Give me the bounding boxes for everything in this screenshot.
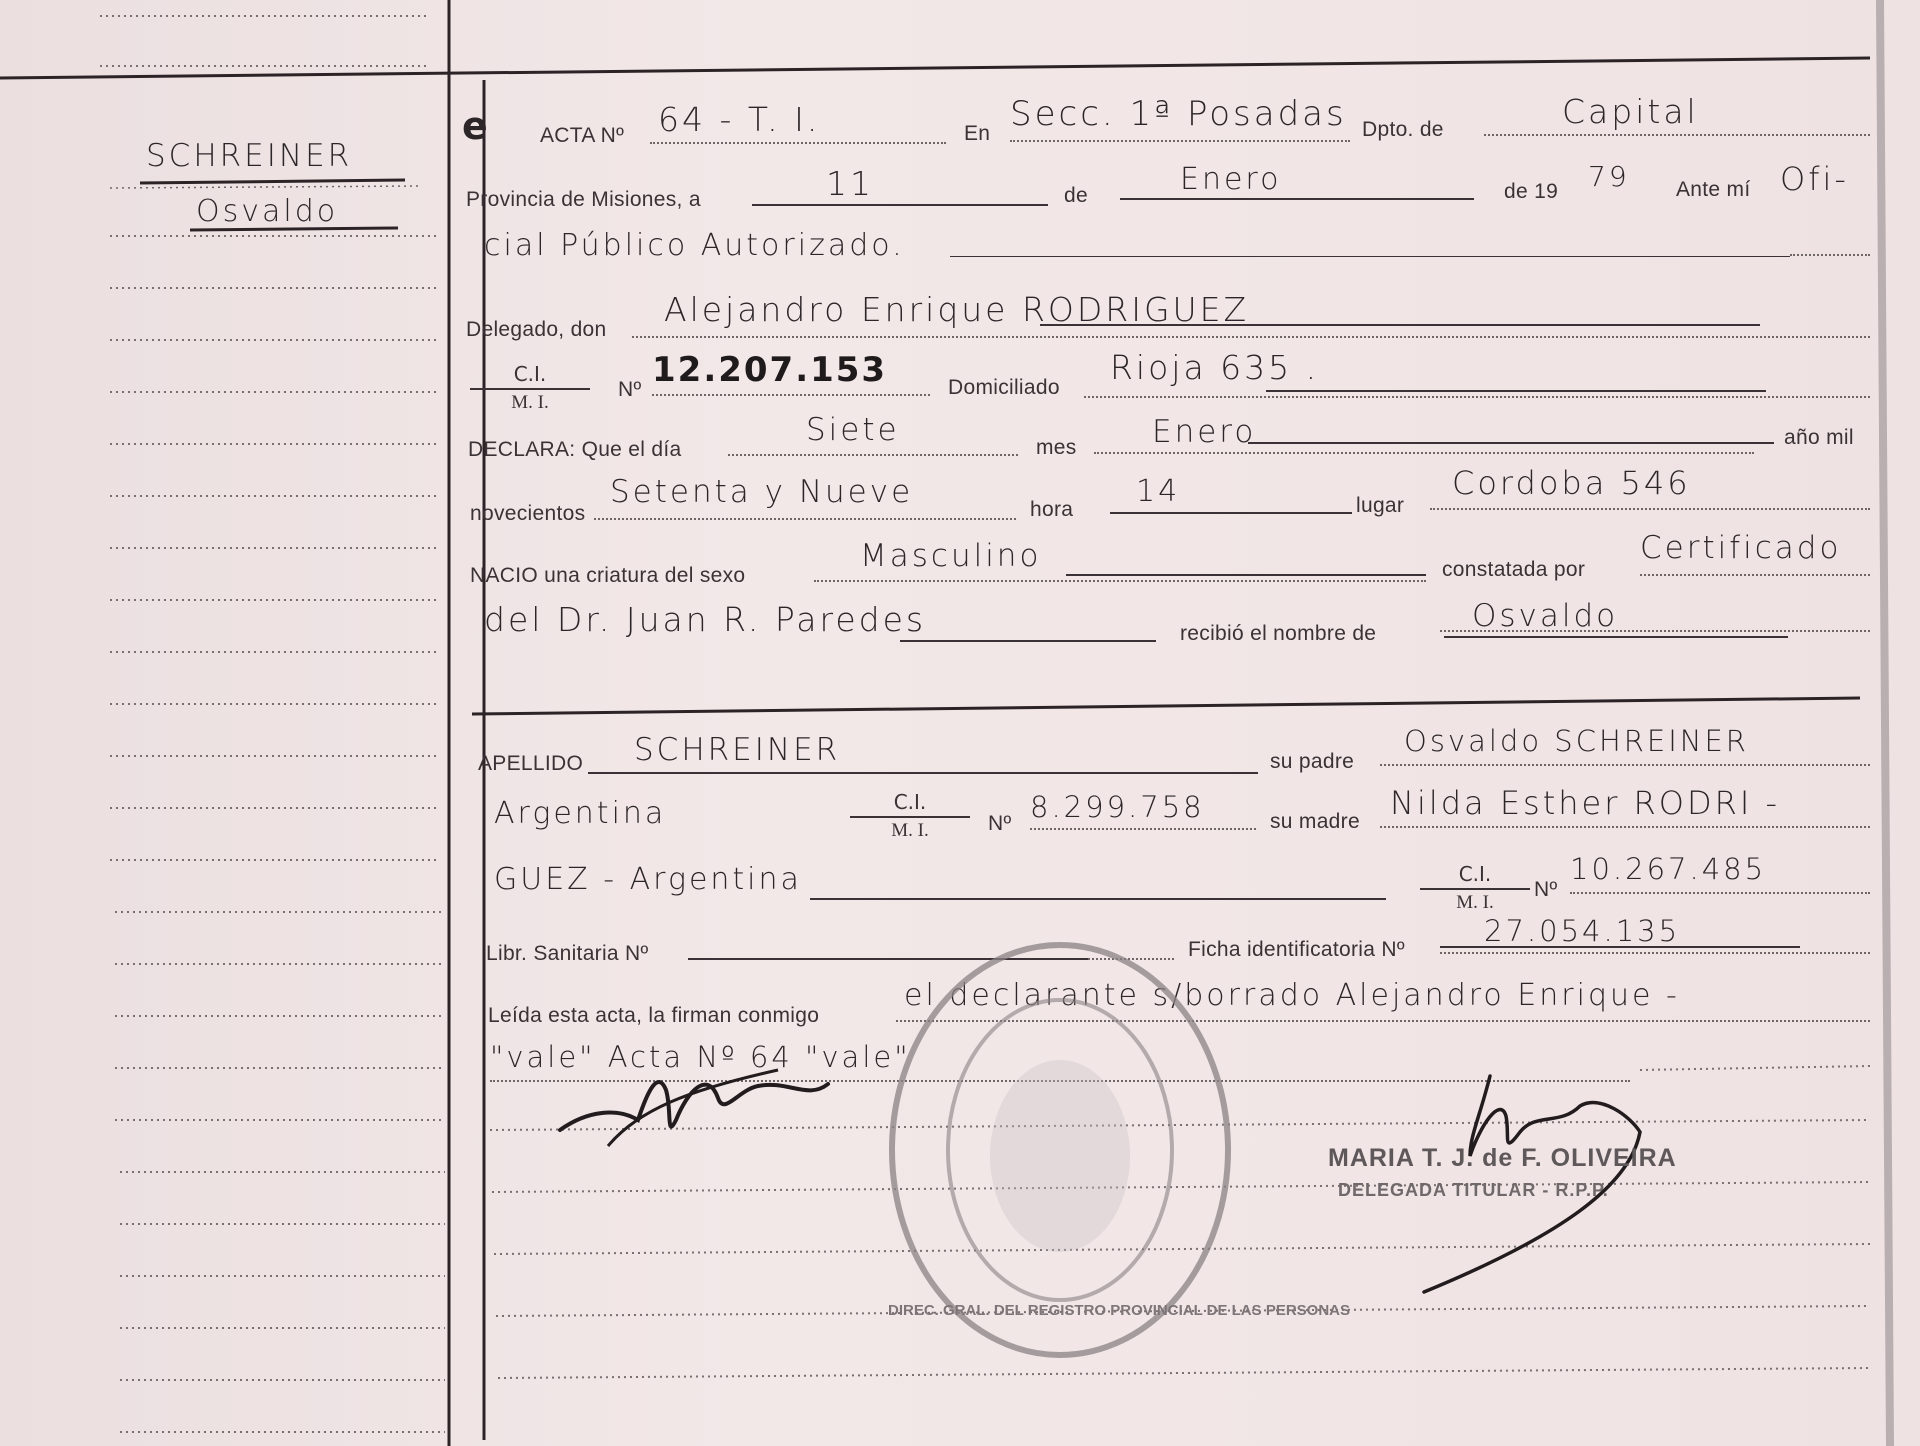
delegate-num-dots [652, 394, 930, 396]
marker-letter: e [462, 104, 491, 148]
dpto-label: Dpto. de [1362, 118, 1444, 141]
declarant-signature [548, 1050, 848, 1160]
mother-doc-type [1420, 862, 1530, 914]
year-suffix: 79 [1588, 160, 1630, 193]
delegate-doc-bottom: M. I. [511, 392, 549, 413]
certified-start: Certificado [1640, 530, 1842, 566]
declara-day: Siete [806, 412, 900, 448]
mother-start: Nilda Esther RODRI - [1390, 784, 1780, 822]
closing-text-2: "vale" Acta Nº 64 "vale" [490, 1040, 911, 1074]
mother-start-dots [1380, 826, 1870, 828]
delegate-underline [1040, 324, 1760, 326]
declara-month-dots [1094, 452, 1754, 454]
mes-label: mes [1036, 436, 1077, 459]
delegate-doc-top: C.I. [470, 362, 590, 390]
father-dots [1380, 764, 1870, 766]
ficha-value: 27.054.135 [1484, 914, 1681, 948]
ficha-dots [1440, 952, 1870, 954]
father-doc-dots [1030, 828, 1256, 830]
acta-dots [650, 142, 946, 144]
ante-label: Ante mí [1676, 178, 1751, 201]
place-value: Secc. 1ª Posadas [1010, 94, 1347, 134]
father-doc-number: 8.299.758 [1030, 790, 1205, 824]
surname-value: SCHREINER [634, 732, 841, 768]
de-label: de [1064, 184, 1088, 207]
stamp-name: MARIA T. J. de F. OLIVEIRA [1328, 1144, 1677, 1172]
delegate-dots [632, 336, 1870, 338]
mother-end-line [810, 898, 1386, 900]
father-nationality: Argentina [494, 796, 667, 831]
acta-number: 64 - T. I. [658, 100, 821, 139]
dpto-value: Capital [1562, 92, 1699, 131]
delegate-name: Alejandro Enrique RODRIGUEZ [664, 290, 1250, 329]
official-dots [1790, 254, 1870, 256]
domicile-underline [1266, 390, 1766, 392]
ficha-line [1440, 946, 1800, 948]
date-day-line [752, 204, 1048, 206]
surname-line [588, 772, 1258, 774]
madre-label: su madre [1270, 810, 1360, 833]
mother-doc-number: 10.267.485 [1570, 852, 1767, 886]
year-prefix-label: de 19 [1504, 180, 1559, 203]
certified-by-line [900, 640, 1156, 642]
official-line: cial Público Autorizado. [484, 228, 905, 263]
ficha-label: Ficha identificatoria Nº [1188, 938, 1405, 961]
father-doc-top: C.I. [850, 790, 970, 818]
apellido-label: APELLIDO [478, 752, 584, 775]
official-underline [950, 256, 1790, 257]
place-dots [1010, 140, 1350, 142]
sex-dots [814, 580, 1426, 582]
recibio-label: recibió el nombre de [1180, 622, 1377, 645]
delegate-doc-type [470, 362, 590, 414]
year-text: Setenta y Nueve [610, 474, 914, 510]
father-num-label: Nº [988, 812, 1012, 835]
closing-text-1: el declarante s/borrado Alejandro Enrique - [904, 978, 1680, 1013]
father-doc-bottom: M. I. [891, 820, 929, 841]
father-name: Osvaldo SCHREINER [1404, 724, 1749, 758]
stamp-title: DELEGADA TITULAR - R.P.P. [1338, 1180, 1609, 1200]
libreta-label: Libr. Sanitaria Nº [486, 942, 649, 965]
mother-doc-dots [1570, 892, 1870, 894]
delegate-num-label: Nº [618, 378, 642, 401]
official-start: Ofi- [1780, 160, 1849, 198]
father-doc-type [850, 790, 970, 842]
sex-line [1066, 574, 1426, 576]
year-text-dots [594, 518, 1016, 520]
domicile-dots [1084, 396, 1870, 398]
declara-day-dots [728, 454, 1018, 456]
en-label: En [964, 122, 991, 145]
delegate-doc-number: 12.207.153 [652, 350, 888, 390]
date-month: Enero [1180, 162, 1282, 197]
sex-value: Masculino [860, 538, 1042, 574]
hora-label: hora [1030, 498, 1074, 521]
lugar-label: lugar [1356, 494, 1405, 517]
birth-place: Cordoba 546 [1452, 464, 1691, 502]
given-name-value: Osvaldo [1472, 598, 1619, 634]
dpto-dots [1484, 134, 1870, 136]
mother-doc-bottom: M. I. [1456, 892, 1494, 913]
margin-given-name: Osvaldo [196, 194, 339, 229]
certified-by: del Dr. Juan R. Paredes [484, 600, 927, 639]
nacio-label: NACIO una criatura del sexo [470, 564, 746, 587]
margin-surname: SCHREINER [146, 138, 353, 174]
declara-month: Enero [1152, 414, 1257, 450]
date-day: 11 [826, 164, 874, 203]
novecientos-label: novecientos [470, 502, 586, 525]
mother-num-label: Nº [1534, 878, 1558, 901]
hour-value: 14 [1136, 474, 1181, 509]
mother-end: GUEZ - Argentina [494, 862, 802, 897]
date-month-line [1120, 198, 1474, 200]
declara-label: DECLARA: Que el día [468, 438, 682, 461]
birth-place-dots [1430, 508, 1870, 510]
given-name-dots [1440, 630, 1870, 632]
delegate-label: Delegado, don [466, 318, 607, 341]
year-label: año mil [1784, 426, 1854, 449]
official-seal [880, 920, 1240, 1360]
padre-label: su padre [1270, 750, 1355, 773]
domicile-value: Rioja 635 . [1110, 348, 1320, 387]
seal-text: DIREC. GRAL. DEL REGISTRO PROVINCIAL DE LAS PERSONAS [888, 1302, 1350, 1319]
hour-line [1110, 512, 1352, 514]
acta-label: ACTA Nº [540, 124, 625, 147]
declara-month-line [1248, 442, 1774, 444]
closing-label: Leída esta acta, la firman conmigo [488, 1004, 820, 1027]
certified-start-dots [1640, 574, 1870, 576]
province-label: Provincia de Misiones, a [466, 188, 701, 211]
domicile-label: Domiciliado [948, 376, 1060, 399]
constatada-label: constatada por [1442, 558, 1586, 581]
mother-doc-top: C.I. [1420, 862, 1530, 890]
given-name-line [1444, 636, 1788, 638]
